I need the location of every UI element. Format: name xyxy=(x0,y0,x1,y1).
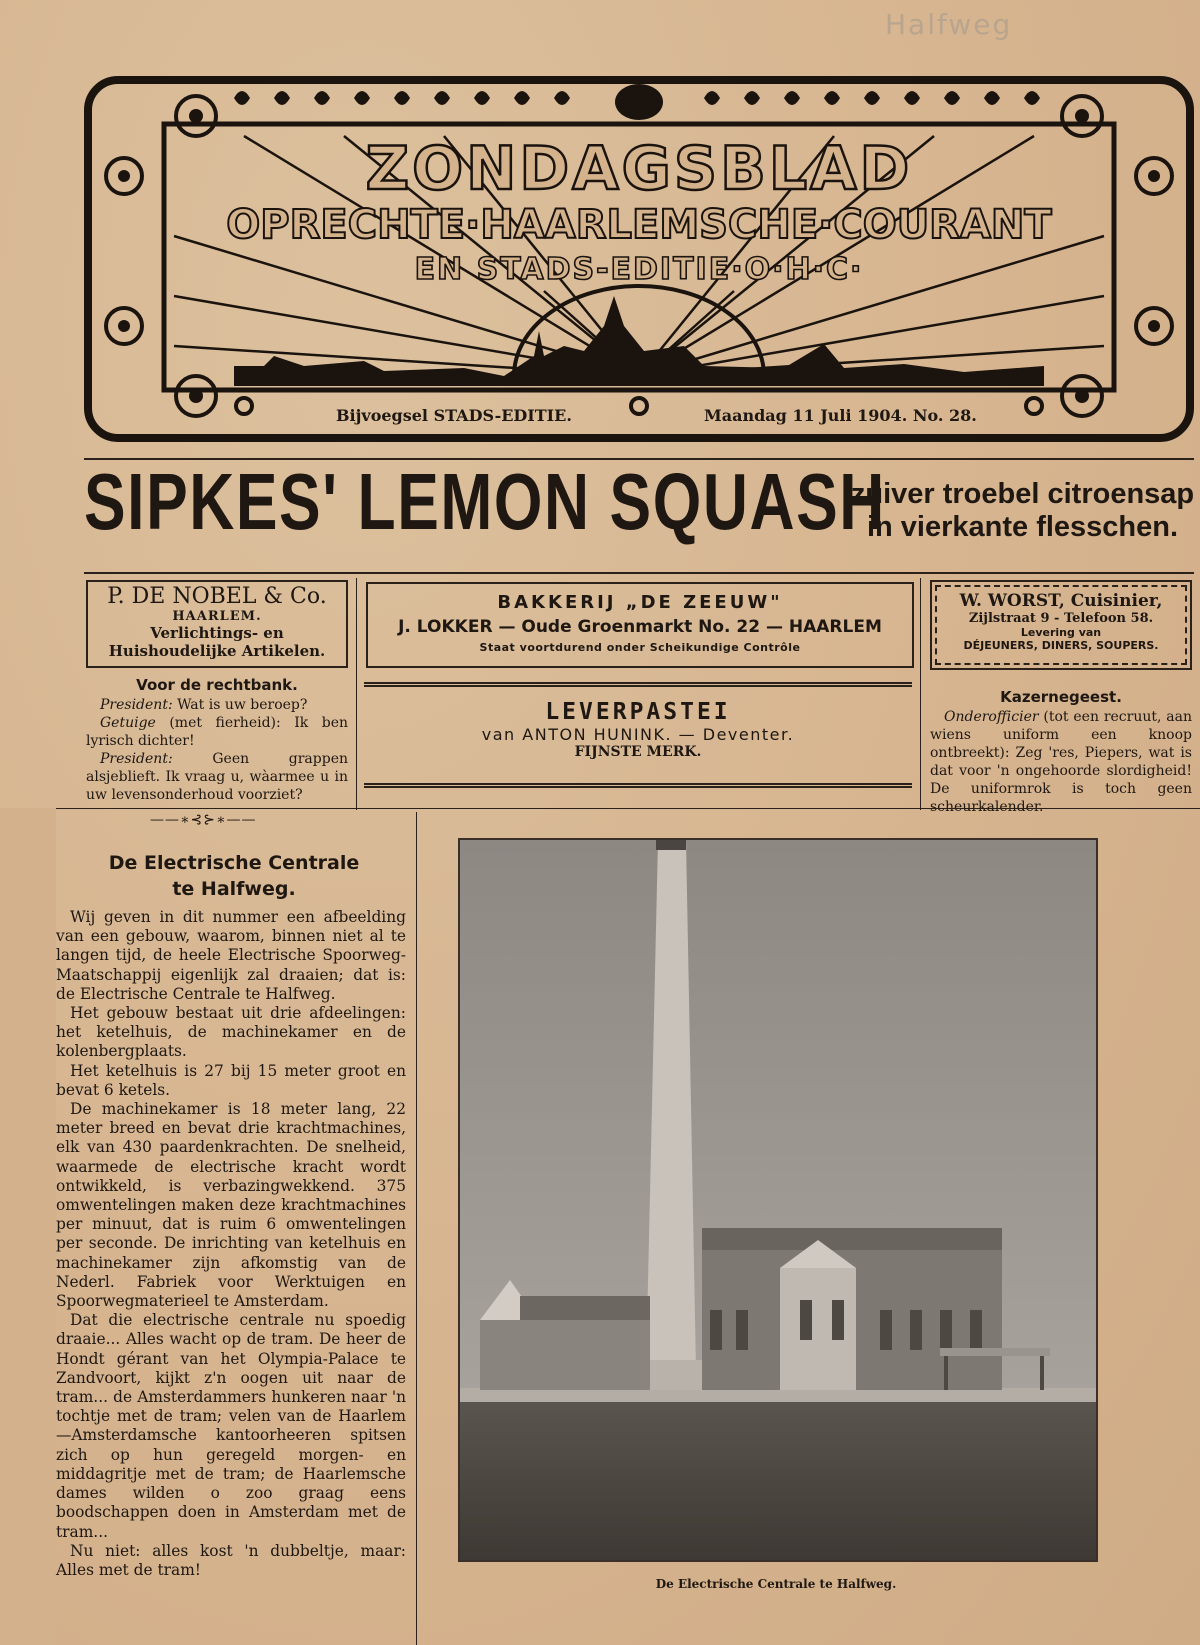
speaker: Onderofficier xyxy=(944,709,1039,725)
ad-line: Levering van xyxy=(1020,626,1102,639)
ad-line: Huishoudelijke Artikelen. xyxy=(108,642,326,660)
masthead-subtitle: OPRECHTE·HAARLEMSCHE·COURANT xyxy=(226,202,1052,248)
tagline-line: zuiver troebel citroensap xyxy=(850,478,1195,510)
article-title-line: De Electrische Centrale xyxy=(108,852,360,874)
column-rule xyxy=(920,578,921,810)
ad-address: Zijlstraat 9 - Telefoon 58. xyxy=(968,611,1154,626)
joke-text: (tot een recruut, aan wiens uniform een knoop ontbreekt): Zeg 'res, Piepers, wat is dat voor 'n ongehoorde slordigheid! De uniformrok is toch geen scheurkalender. xyxy=(930,709,1192,815)
headline-tagline xyxy=(850,478,1195,544)
article-paragraph: Het ketelhuis is 27 bij 15 meter groot en bevat 6 ketels. xyxy=(56,1061,406,1099)
joke-text: (met fierheid): Ik ben lyrisch dichter! xyxy=(86,715,348,749)
joke-text: Geen grappen alsjeblieft. Ik vraag u, wàarmee u in uw levensonderhoud voorziet? xyxy=(86,751,349,803)
joke-title: Voor de rechtbank. xyxy=(136,676,298,694)
joke-rechtbank xyxy=(86,676,348,804)
masthead-supplement: Bijvoegsel STADS-EDITIE. xyxy=(336,406,572,425)
headline-ad: SIPKES' LEMON SQUASH xyxy=(84,457,886,546)
ad-note: Staat voortdurend onder Scheikundige Contrôle xyxy=(479,641,801,654)
ad-city: HAARLEM. xyxy=(172,609,262,624)
article-title-line: te Halfweg. xyxy=(172,878,296,900)
joke-kazerne xyxy=(930,688,1192,816)
article-title xyxy=(84,850,384,902)
ad-line: Verlichtings- en xyxy=(150,624,284,642)
article-paragraph: Het gebouw bestaat uit drie afdeelingen: het ketelhuis, de machinekamer en de kolenbergplaats. xyxy=(56,1004,406,1061)
masthead-issue: Maandag 11 Juli 1904. No. 28. xyxy=(704,406,977,425)
divider xyxy=(0,808,1200,809)
ad-leverpastei xyxy=(364,682,912,788)
tagline-line: in vierkante flesschen. xyxy=(866,511,1179,543)
divider xyxy=(84,572,1194,574)
column-rule xyxy=(356,578,357,810)
power-station-photo xyxy=(458,838,1098,1562)
speaker: Getuige xyxy=(100,715,156,731)
article-paragraph: Dat die electrische centrale nu spoedig draaie... Alles wacht op de tram. De heer de Hondt gérant van het Olympia-Palace te Zandvoort, kijkt z'n oogen uit naar de tram... de Amsterdammers hunkeren naar 'n tochtje met de tram; velen van de Haarlem—Amsterdamsche kantoorheeren spitsen zich op hun geregeld morgen- en middagritje met de tram; de Haarlemsche dames wilden o zoo graag eens boodschappen doen in Amsterdam met de tram... xyxy=(56,1311,406,1541)
ornament: ——∗⊰⊱∗—— xyxy=(150,812,257,828)
page-edge xyxy=(0,808,56,1645)
joke-text: Wat is uw beroep? xyxy=(177,697,308,713)
ad-de-nobel xyxy=(86,580,348,668)
joke-title: Kazernegeest. xyxy=(1000,688,1122,706)
photo-caption: De Electrische Centrale te Halfweg. xyxy=(655,1577,897,1591)
masthead-title: ZONDAGSBLAD xyxy=(365,134,913,204)
column-rule xyxy=(416,812,417,1645)
ad-name: LEVERPASTEI xyxy=(545,699,731,725)
ad-name: P. DE NOBEL & Co. xyxy=(107,584,327,609)
ad-bakkerij xyxy=(366,582,914,668)
article-body xyxy=(56,908,406,1580)
article-paragraph: De machinekamer is 18 meter lang, 22 meter breed en bevat drie krachtmachines, elk van 430 paardenkrachten. De snelheid, waarmede de electrische kracht wordt ontwikkeld, is verbazingwekkend. 375 omwentelingen maken deze krachtmachines per minuut, dat is ruim 6 omwentelingen per seconde. De inrichting van ketelhuis en machinekamer zijn afkomstig van de Nederl. Fabriek voor Werktuigen en Spoorwegmaterieel te Amsterdam. xyxy=(56,1100,406,1311)
speaker: President: xyxy=(100,751,173,767)
masthead xyxy=(84,76,1194,442)
pencil-annotation: Halfweg xyxy=(885,8,1013,41)
article-paragraph: Wij geven in dit nummer een afbeelding van een gebouw, waarom, binnen niet al te langen tijd, de heele Electrische Spoorweg-Maatschappij eigenlijk zal draaien; dat is: de Electrische Centrale te Halfweg. xyxy=(56,908,406,1003)
ad-address: J. LOKKER — Oude Groenmarkt No. 22 — HAARLEM xyxy=(398,617,882,637)
masthead-edition: EN STADS-EDITIE·O·H·C· xyxy=(414,252,864,287)
speaker: President: xyxy=(100,697,173,713)
ad-quality: FIJNSTE MERK. xyxy=(574,744,702,760)
photo-illustration xyxy=(460,840,1096,1560)
ad-name: W. WORST, Cuisinier, xyxy=(959,591,1163,611)
ad-line: DÉJEUNERS, DINERS, SOUPERS. xyxy=(963,639,1159,652)
ad-maker: van ANTON HUNINK. — Deventer. xyxy=(481,725,795,744)
ad-name: BAKKERIJ „DE ZEEUW" xyxy=(497,592,783,613)
article-paragraph: Nu niet: alles kost 'n dubbeltje, maar: Alles met de tram! xyxy=(56,1541,406,1579)
ad-worst xyxy=(930,580,1192,670)
